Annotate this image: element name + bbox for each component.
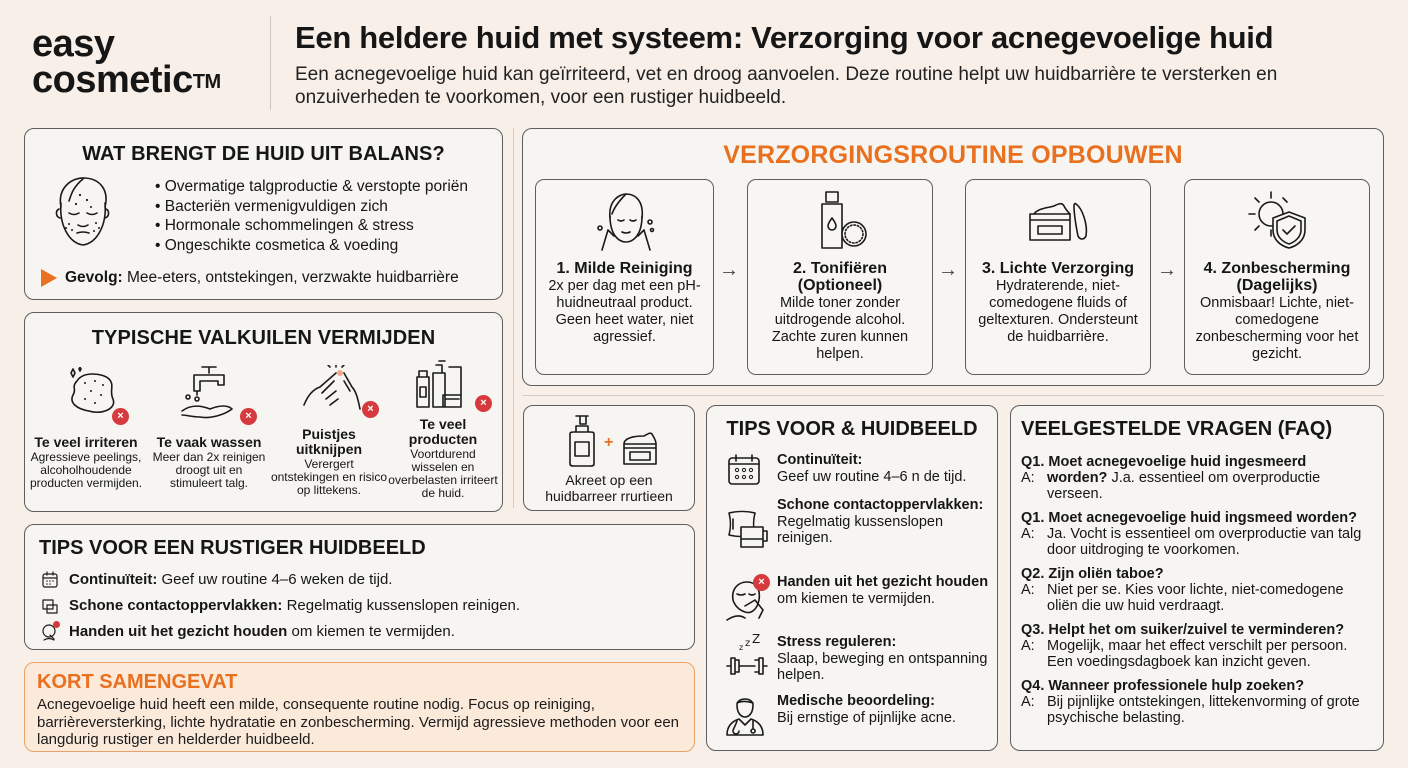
step-title: 3. Lichte Verzorging xyxy=(981,260,1135,277)
arrow-right-icon: → xyxy=(1157,259,1177,281)
faq-answer: A: Bij pijnlijke ontstekingen, littekenvorming of grote psychische belasting. xyxy=(1021,694,1360,726)
pitfall-title: Te veel irriteren xyxy=(34,434,138,450)
step-desc: Onmisbaar! Lichte, niet-comedogene zonbescherming voor het gezicht. xyxy=(1195,295,1359,362)
face-with-acne-icon xyxy=(47,173,117,249)
brand-logo xyxy=(32,23,221,101)
tip-bold: Handen uit het gezicht houden xyxy=(777,574,989,590)
sun-shield-icon xyxy=(1247,190,1309,250)
routine-step xyxy=(1184,179,1370,375)
faq-question: Q1. Moet acnegevoelige huid ingesmeerd xyxy=(1021,454,1307,470)
tip-bold: Schone contactoppervlakken: xyxy=(69,597,283,614)
step-title: 2. Tonifiëren (Optioneel) xyxy=(793,260,887,294)
step-desc: Milde toner zonder uitdrogende alcohol. Zachte zuren kunnen helpen. xyxy=(771,295,909,362)
balance-title: WAT BRENGT DE HUID UIT BALANS? xyxy=(82,143,445,165)
faq-item xyxy=(1021,510,1375,558)
svg-text:z: z xyxy=(739,643,744,652)
pitfall-desc: Voortdurend wisselen en overbelasten irriteert de huid. xyxy=(388,447,498,500)
column-divider xyxy=(513,128,514,508)
cause-item: • Ongeschikte cosmetica & voeding xyxy=(155,236,468,256)
faq-answer: A: Niet per se. Kies voor lichte, niet-comedogene oliën die uw huid verdraagt. xyxy=(1021,582,1344,614)
logo-line2: cosmetic xyxy=(32,59,193,101)
balance-cause-list xyxy=(155,177,468,255)
pitfall-item xyxy=(270,361,388,497)
page-title: Een heldere huid met systeem: Verzorging voor acnegevoelige huid xyxy=(295,20,1274,55)
doctor-icon xyxy=(725,693,765,737)
faq-question: Q3. Helpt het om suiker/zuivel te verminderen? xyxy=(1021,622,1345,638)
tip-text: Bij ernstige of pijnlijke acne. xyxy=(777,709,956,726)
cause-item: • Hormonale schommelingen & stress xyxy=(155,216,468,236)
step-desc: 2x per dag met een pH-huidneutraal product. Geen heet water, niet agressief. xyxy=(548,278,701,345)
pitfalls-title: TYPISCHE VALKUILEN VERMIJDEN xyxy=(91,327,436,349)
faq-question: Q1. Moet acnegevoelige huid ingsmeed worden? xyxy=(1021,510,1357,526)
faq-title: VEELGESTELDE VRAGEN (FAQ) xyxy=(1021,418,1333,440)
tip-text: Slaap, beweging en ontspanning helpen. xyxy=(777,650,988,683)
routine-card xyxy=(522,128,1384,386)
routine-step xyxy=(965,179,1151,375)
step-desc: Hydraterende, niet-comedogene fluids of geltexturen. Ondersteunt de huidbarrière. xyxy=(978,278,1138,345)
cream-jar-icon xyxy=(620,430,660,468)
x-badge-icon: × xyxy=(112,408,129,425)
tips-left-title: TIPS VOOR EEN RUSTIGER HUIDBEELD xyxy=(39,537,426,559)
faq-item xyxy=(1021,622,1375,670)
consequence-text: Mee-eters, ontstekingen, verzwakte huidbarrière xyxy=(122,269,459,287)
play-arrow-icon xyxy=(41,269,57,287)
tip-text: Geef uw routine 4–6 weken de tijd. xyxy=(157,571,393,588)
plus-sign: + xyxy=(604,434,614,451)
squeezing-fingers-icon xyxy=(300,365,364,415)
pillow-towel-icon xyxy=(725,509,769,551)
pitfall-desc: Verergert ontstekingen en risico op littekens. xyxy=(270,457,388,497)
logo-line1: easy xyxy=(32,23,115,65)
pump-bottle-icon xyxy=(566,414,596,468)
many-products-icon xyxy=(413,359,479,411)
faq-item xyxy=(1021,566,1375,614)
pitfall-desc: Agressieve peelings, alcoholhoudende producten vermijden. xyxy=(29,450,143,490)
page-subtitle: Een acnegevoelige huid kan geïrriteerd, vet en droog aanvoelen. Deze routine helpt uw huidbarrière te versterken en onzuiverheden te voorkomen, voor een rustiger huidbeeld. xyxy=(295,64,1278,108)
faucet-hand-icon xyxy=(180,361,242,423)
toner-bottle-icon xyxy=(814,190,870,250)
face-washing-icon xyxy=(594,190,656,254)
arrow-right-icon: → xyxy=(938,259,958,281)
faq-answer: A: worden? J.a. essentieel om overproductie verseen. xyxy=(1021,470,1321,502)
consequence-line xyxy=(41,269,459,287)
tip-text: om kiemen te vermijden. xyxy=(287,623,455,640)
cause-item: • Bacteriën vermenigvuldigen zich xyxy=(155,197,468,217)
calendar-icon xyxy=(41,571,61,589)
cream-jar-icon xyxy=(1026,200,1090,246)
svg-text:Z: Z xyxy=(752,634,761,646)
calendar-icon xyxy=(727,454,761,486)
faq-question: Q2. Zijn oliën taboe? xyxy=(1021,566,1164,582)
tip-text: Regelmatig kussenslopen reinigen. xyxy=(777,513,944,546)
tip-bold: Medische beoordeling: xyxy=(777,693,935,709)
tip-bold: Schone contactoppervlakken: xyxy=(777,497,984,513)
header-divider xyxy=(270,16,271,110)
pitfall-title: Te vaak wassen xyxy=(156,434,262,450)
tips-right-card xyxy=(706,405,998,751)
tips-left-card xyxy=(24,524,695,650)
pitfall-title: Te veel producten xyxy=(408,416,478,447)
products-card xyxy=(523,405,695,511)
summary-title: KORT SAMENGEVAT xyxy=(37,671,238,693)
faq-item xyxy=(1021,454,1375,502)
x-badge-icon: × xyxy=(362,401,379,418)
tip-item xyxy=(41,597,520,615)
tip-bold: Stress reguleren: xyxy=(777,634,897,650)
consequence-label: Gevolg: xyxy=(65,269,123,287)
faq-card xyxy=(1010,405,1384,751)
row-divider xyxy=(522,395,1384,396)
summary-text: Acnegevoelige huid heeft een milde, consequente routine nodig. Focus op reiniging, barrièreversterking, lichte hydratatie en zonbescherming. Vermijd agressieve methoden voor een langdurig rustiger en helderder huidbeeld. xyxy=(37,696,680,748)
tip-text: Geef uw routine 4–6 n de tijd. xyxy=(777,468,967,485)
step-title: 1. Milde Reiniging xyxy=(556,260,693,277)
pitfall-desc: Meer dan 2x reinigen droogt uit en stimuleert talg. xyxy=(152,450,266,490)
tip-text: om kiemen te vermijden. xyxy=(777,590,935,607)
tip-text: Regelmatig kussenslopen reinigen. xyxy=(282,597,521,614)
faq-answer: A: Ja. Vocht is essentieel om overproductie van talg door uitdroging te voorkomen. xyxy=(1021,526,1362,558)
pitfall-item xyxy=(387,361,499,500)
step-title: 4. Zonbescherming (Dagelijks) xyxy=(1203,260,1351,294)
x-badge-icon: × xyxy=(475,395,492,412)
tip-bold: Handen uit het gezicht houden xyxy=(69,623,288,640)
pillow-towel-icon xyxy=(41,597,61,615)
products-caption: Akreet op een huidbarreer rrurtieen xyxy=(545,472,673,504)
tip-bold: Continuïteit: xyxy=(777,452,863,468)
routine-step xyxy=(747,179,933,375)
routine-step xyxy=(535,179,714,375)
arrow-right-icon: → xyxy=(719,259,739,281)
sponge-icon xyxy=(65,367,121,417)
tip-item xyxy=(41,571,392,589)
trademark: TM xyxy=(192,71,221,93)
routine-title: VERZORGINGSROUTINE OPBOUWEN xyxy=(723,141,1183,169)
hand-on-face-icon xyxy=(41,623,61,641)
faq-item xyxy=(1021,678,1375,726)
summary-card xyxy=(24,662,695,752)
tips-right-title: TIPS VOOR & HUIDBEELD xyxy=(726,418,978,440)
x-badge-icon: × xyxy=(240,408,257,425)
tip-bold: Continuïteit: xyxy=(69,571,158,588)
tip-item xyxy=(41,623,455,641)
pitfall-title: Puistjes uitknijpen xyxy=(295,426,363,457)
faq-question: Q4. Wanneer professionele hulp zoeken? xyxy=(1021,678,1305,694)
svg-text:z: z xyxy=(745,638,751,649)
faq-answer: A: Mogelijk, maar het effect verschilt per persoon. Een voedingsdagboek kan inzicht geven. xyxy=(1021,638,1348,670)
pitfall-item xyxy=(150,361,268,490)
pitfalls-card xyxy=(24,312,503,512)
balance-card xyxy=(24,128,503,300)
sleep-dumbbell-icon xyxy=(725,634,769,680)
cause-item: • Overmatige talgproductie & verstopte poriën xyxy=(155,177,468,197)
x-badge-icon: × xyxy=(753,574,770,591)
pitfall-item xyxy=(27,361,145,490)
